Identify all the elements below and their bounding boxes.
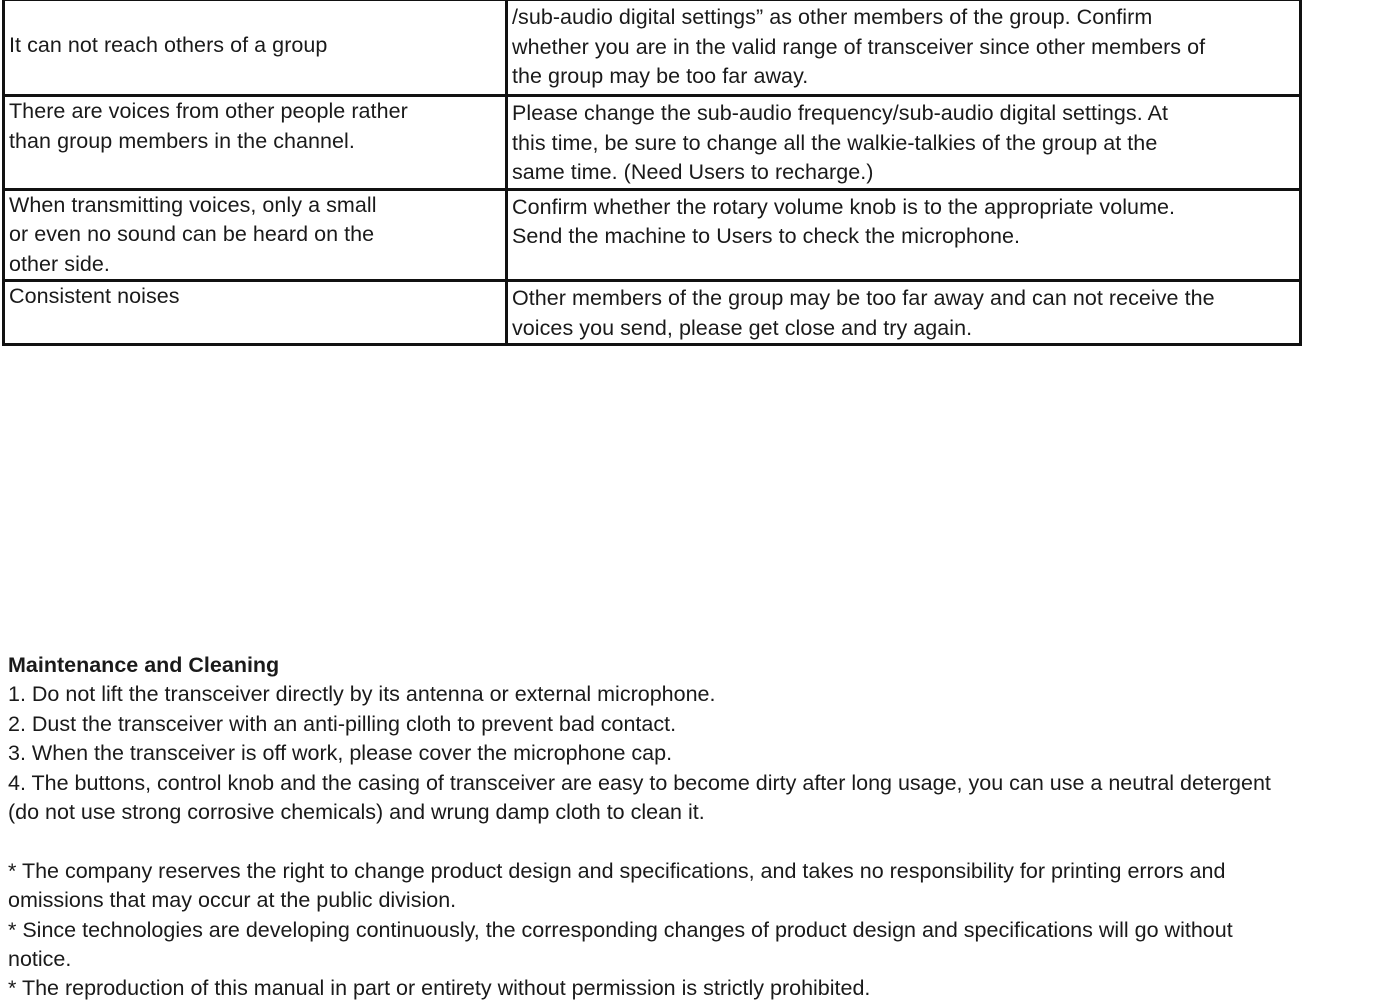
- disclaimer-note: notice.: [8, 947, 72, 972]
- solution-cell: Confirm whether the rotary volume knob is to the appropriate volume. Send the machine to Users to check the microphone.: [507, 189, 1301, 281]
- maintenance-item: 2. Dust the transceiver with an anti-pilling cloth to prevent bad contact.: [8, 711, 677, 736]
- disclaimer-note: omissions that may occur at the public division.: [8, 888, 457, 913]
- problem-cell: There are voices from other people rather than group members in the channel.: [4, 96, 507, 190]
- maintenance-item: 4. The buttons, control knob and the casing of transceiver are easy to become dirty after long usage, you can use a neutral detergent: [8, 770, 1271, 795]
- maintenance-section: [8, 651, 1400, 1004]
- maintenance-item: 3. When the transceiver is off work, please cover the microphone cap.: [8, 741, 673, 766]
- table-row: [4, 189, 1301, 281]
- table-row: [4, 0, 1301, 96]
- troubleshooting-table: [2, 0, 1302, 346]
- problem-cell: Consistent noises: [4, 281, 507, 345]
- section-spacer: [8, 827, 1400, 856]
- table-row: [4, 96, 1301, 190]
- problem-cell: When transmitting voices, only a small or even no sound can be heard on the other side.: [4, 189, 507, 281]
- disclaimer-note: * Since technologies are developing continuously, the corresponding changes of product design and specifications will go without: [8, 917, 1233, 942]
- solution-cell: /sub-audio digital settings” as other members of the group. Confirm whether you are in the valid range of transceiver since other members of the group may be too far away.: [507, 0, 1301, 96]
- problem-cell: It can not reach others of a group: [4, 0, 507, 96]
- disclaimer-note: * The reproduction of this manual in part or entirety without permission is strictly prohibited.: [8, 976, 871, 1001]
- maintenance-item: (do not use strong corrosive chemicals) and wrung damp cloth to clean it.: [8, 800, 705, 825]
- maintenance-heading: Maintenance and Cleaning: [8, 653, 280, 677]
- disclaimer-note: * The company reserves the right to change product design and specifications, and takes no responsibility for printing errors and: [8, 858, 1226, 883]
- maintenance-item: 1. Do not lift the transceiver directly by its antenna or external microphone.: [8, 682, 716, 707]
- table-row: [4, 281, 1301, 345]
- solution-cell: Other members of the group may be too far away and can not receive the voices you send, please get close and try again.: [507, 281, 1301, 345]
- solution-cell: Please change the sub-audio frequency/sub-audio digital settings. At this time, be sure to change all the walkie-talkies of the group at the same time. (Need Users to recharge.): [507, 96, 1301, 190]
